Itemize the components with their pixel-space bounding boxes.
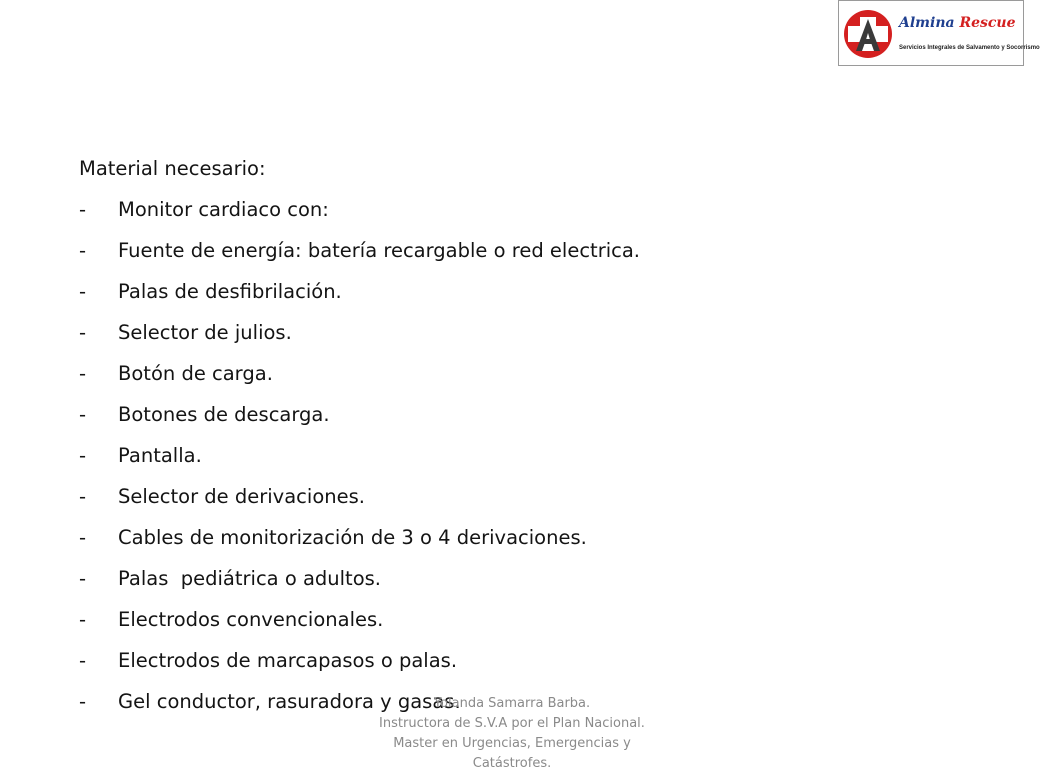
bullet-dash: - (79, 403, 87, 426)
footer-line-author: Yolanda Samarra Barba. (433, 696, 591, 711)
list-item-text: Pantalla. (118, 444, 202, 467)
bullet-dash: - (79, 485, 87, 508)
red-cross-letter-a-logo-icon (842, 5, 898, 63)
list-item (79, 189, 640, 230)
bullet-dash: - (79, 649, 87, 672)
bullet-dash: - (79, 239, 87, 262)
bullet-dash: - (79, 362, 87, 385)
list-item-text: Electrodos de marcapasos o palas. (118, 649, 458, 672)
slide-content (79, 148, 640, 722)
list-item-text: Selector de julios. (118, 321, 292, 344)
list-item (79, 517, 640, 558)
bullet-dash: - (79, 280, 87, 303)
list-item (79, 640, 640, 681)
logo-name-part2: Rescue (959, 15, 1016, 31)
bullet-dash: - (79, 690, 87, 713)
list-item (79, 435, 640, 476)
list-item-text: Monitor cardiaco con: (118, 198, 329, 221)
list-item (79, 476, 640, 517)
list-item-text: Cables de monitorización de 3 o 4 derivaciones. (118, 526, 587, 549)
list-item (79, 599, 640, 640)
footer-line-role: Instructora de S.V.A por el Plan Nacional. (379, 716, 645, 731)
logo-tagline: Servicios Integrales de Salvamento y Socorrismo (899, 45, 1040, 51)
list-item-text: Fuente de energía: batería recargable o red electrica. (118, 239, 640, 262)
bullet-dash: - (79, 198, 87, 221)
logo-name-part1: Almina (899, 15, 955, 31)
list-item (79, 271, 640, 312)
footer-line-degree: Master en Urgencias, Emergencias y (393, 736, 631, 751)
material-list (79, 189, 640, 722)
list-item-text: Electrodos convencionales. (118, 608, 384, 631)
list-item-text: Gel conductor, rasuradora y gasas. (118, 690, 461, 713)
list-item-text: Botones de descarga. (118, 403, 330, 426)
list-item (79, 558, 640, 599)
author-footer (342, 694, 682, 774)
list-item (79, 312, 640, 353)
list-item (79, 230, 640, 271)
bullet-dash: - (79, 321, 87, 344)
list-item-text: Palas de desfibrilación. (118, 280, 342, 303)
list-item (79, 353, 640, 394)
bullet-dash: - (79, 444, 87, 467)
list-item (79, 394, 640, 435)
bullet-dash: - (79, 526, 87, 549)
slide-title: Material necesario: (79, 157, 266, 180)
list-item-text: Botón de carga. (118, 362, 273, 385)
list-item-text: Selector de derivaciones. (118, 485, 365, 508)
list-item-text: Palas pediátrica o adultos. (118, 567, 381, 590)
bullet-dash: - (79, 567, 87, 590)
footer-line-degree-cont: Catástrofes. (472, 756, 552, 771)
company-logo (838, 0, 1040, 66)
logo-wordmark (899, 15, 1015, 31)
bullet-dash: - (79, 608, 87, 631)
